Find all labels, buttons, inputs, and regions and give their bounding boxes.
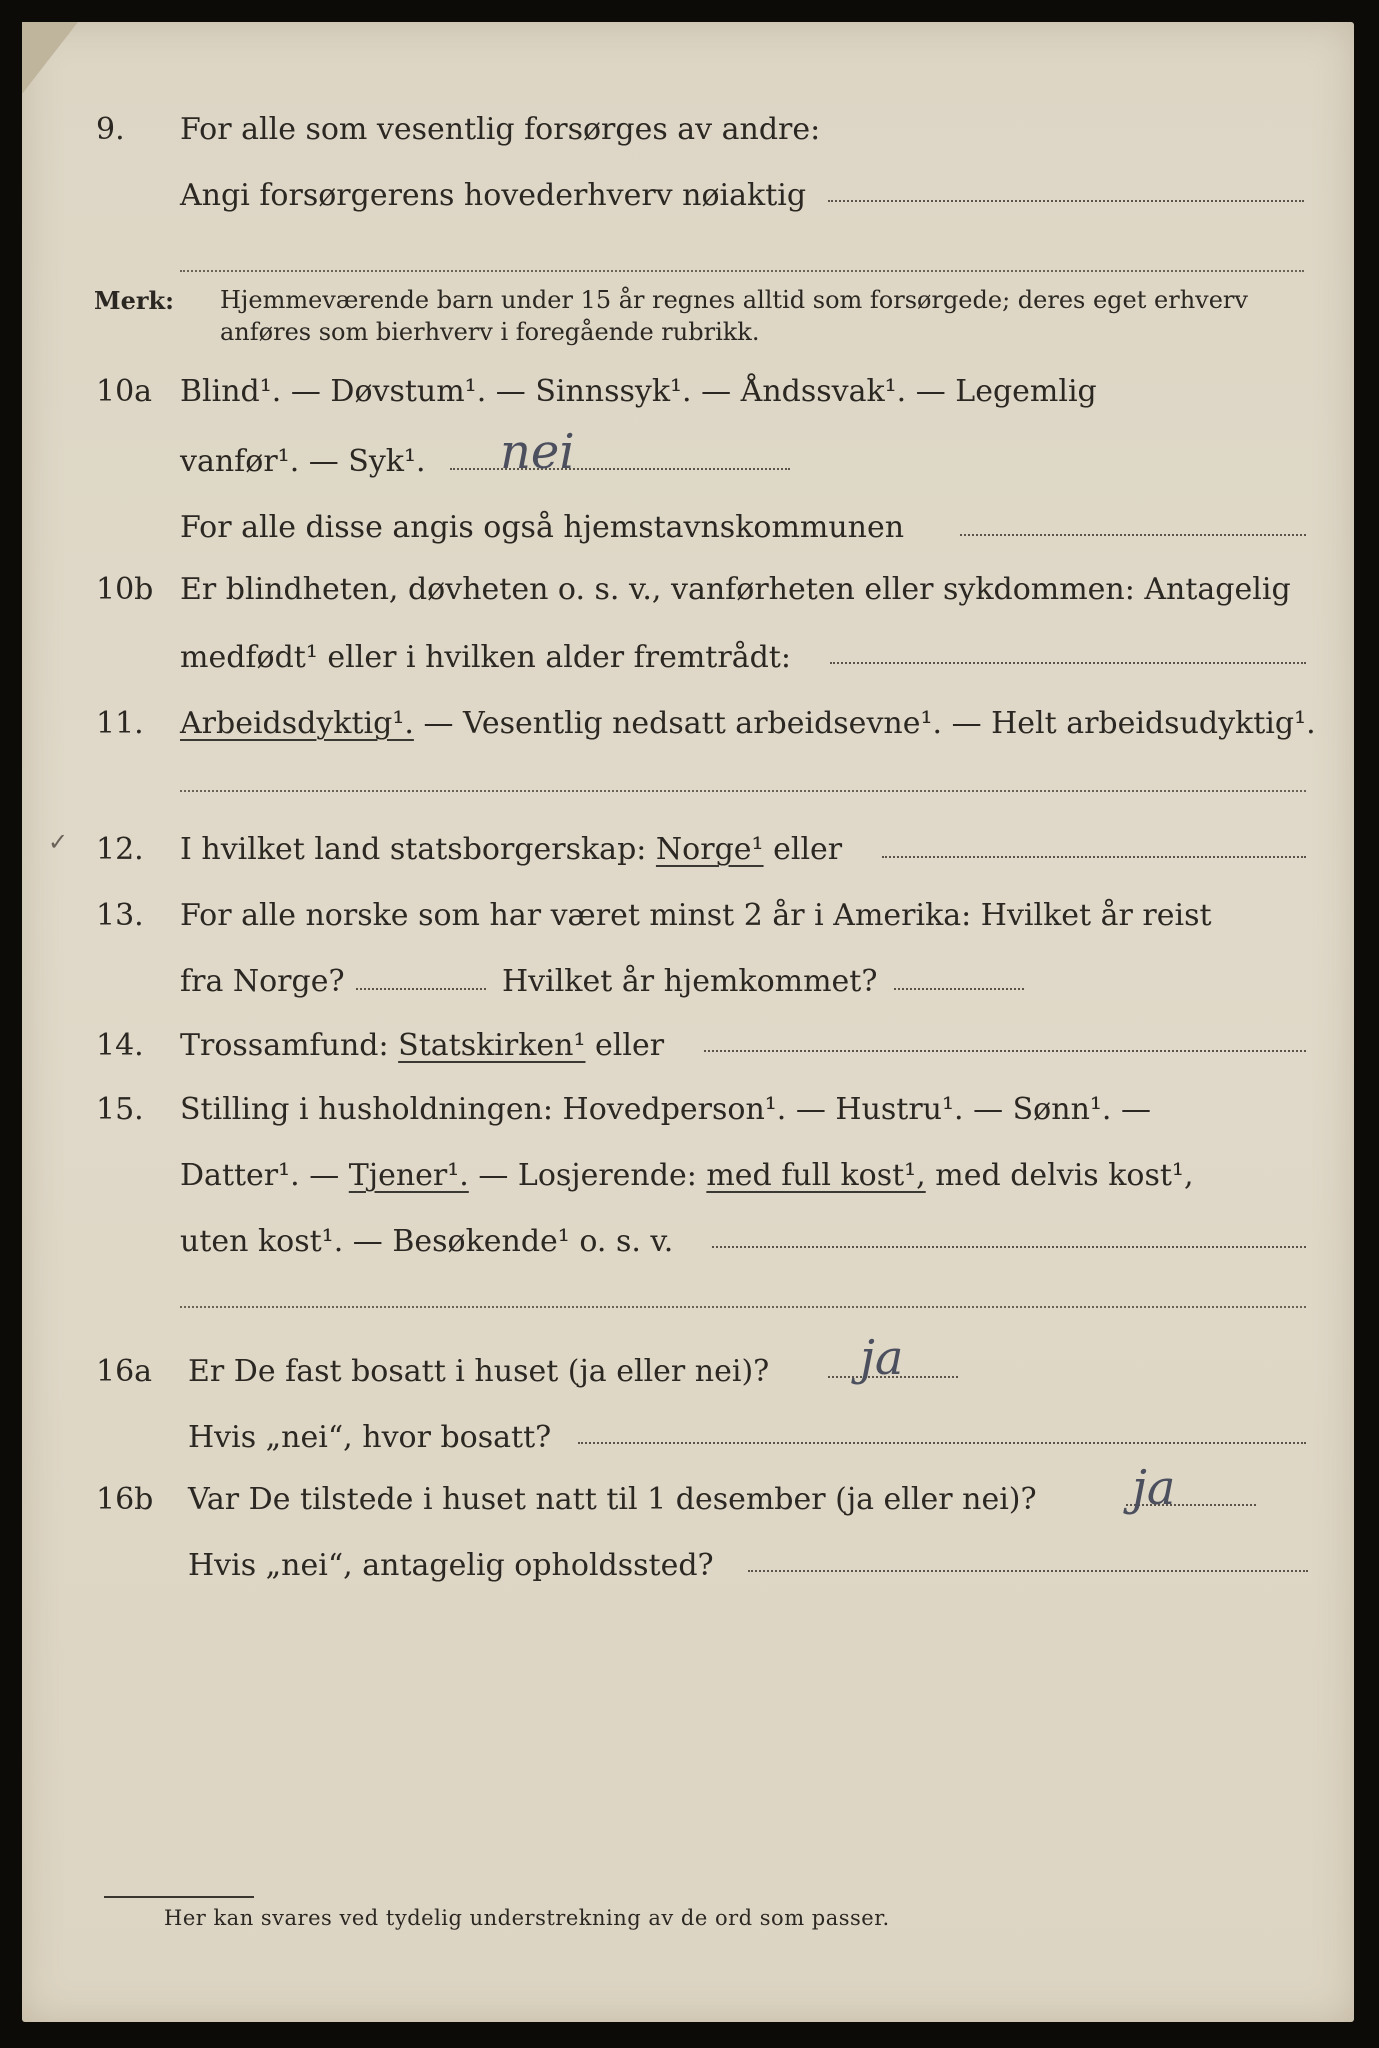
footnote-divider xyxy=(104,1896,254,1898)
q15-answer-field-2[interactable] xyxy=(180,1306,1306,1308)
q9-row xyxy=(0,110,1379,150)
q12-text xyxy=(180,830,842,870)
q14-answer-field[interactable] xyxy=(704,1050,1306,1052)
q16b-handwritten-answer: ja xyxy=(1132,1460,1176,1516)
q12-number: 12. xyxy=(96,832,144,867)
q10a-text-3: For alle disse angis også hjemstavnskommunen xyxy=(180,510,905,545)
q9-text-2: Angi forsørgerens hovederhverv nøiaktig xyxy=(180,178,807,213)
q11-options-rest: — Vesentlig nedsatt arbeidsevne¹. — Helt arbeidsudyktig¹. xyxy=(413,706,1316,741)
q12-question: I hvilket land statsborgerskap: xyxy=(180,832,656,867)
q16a-text-2: Hvis „nei“, hvor bosatt? xyxy=(188,1420,552,1455)
q16a-row-2 xyxy=(0,1418,1379,1458)
q11-text xyxy=(180,704,1316,744)
merk-text-1: Hjemmeværende barn under 15 år regnes alltid som forsørgede; deres eget erhverv xyxy=(220,286,1248,314)
q16a-handwritten-answer: ja xyxy=(860,1330,904,1386)
q16a-bosatt-field[interactable] xyxy=(578,1442,1306,1444)
q10a-number: 10a xyxy=(96,374,153,409)
q9-answer-field-2[interactable] xyxy=(180,270,1304,272)
q11-answer-field[interactable] xyxy=(180,790,1306,792)
q10b-text-2: medfødt¹ eller i hvilken alder fremtrådt: xyxy=(180,640,791,675)
hjemstavn-field[interactable] xyxy=(960,534,1306,536)
q16b-number: 16b xyxy=(96,1482,154,1517)
q12-option-norge[interactable]: Norge¹ xyxy=(655,832,764,867)
q15-datter: Datter¹. — xyxy=(180,1158,349,1193)
q10a-row xyxy=(0,372,1379,412)
q14-number: 14. xyxy=(96,1028,144,1063)
q12-eller: eller xyxy=(763,832,843,867)
q10a-row-2 xyxy=(0,442,1379,482)
q12-answer-field[interactable] xyxy=(882,856,1306,858)
q13-hjemkommet-field[interactable] xyxy=(894,988,1024,990)
q15-delvis-kost: med delvis kost¹, xyxy=(925,1158,1194,1193)
merk-label: Merk: xyxy=(94,286,174,315)
q16a-number: 16a xyxy=(96,1354,153,1389)
q13-row-2 xyxy=(0,962,1379,1002)
q15-number: 15. xyxy=(96,1092,144,1127)
folded-corner xyxy=(22,22,78,94)
q16a-text: Er De fast bosatt i huset (ja eller nei)? xyxy=(188,1354,770,1389)
q13-hjemkommet-label: Hvilket år hjemkommet? xyxy=(502,964,878,999)
q16b-text: Var De tilstede i huset natt til 1 desember (ja eller nei)? xyxy=(188,1482,1037,1517)
q10b-row-2 xyxy=(0,638,1379,678)
q14-question: Trossamfund: xyxy=(180,1028,399,1063)
q15-answer-field[interactable] xyxy=(712,1246,1306,1248)
merk-text xyxy=(220,284,1248,348)
q10a-text: Blind¹. — Døvstum¹. — Sinnssyk¹. — Åndssvak¹. — Legemlig xyxy=(180,374,1097,409)
q15-text-3: uten kost¹. — Besøkende¹ o. s. v. xyxy=(180,1224,674,1259)
q14-text xyxy=(180,1026,664,1066)
q9-row-2 xyxy=(0,176,1379,216)
q11-number: 11. xyxy=(96,706,144,741)
q9-text: For alle som vesentlig forsørges av andre: xyxy=(180,112,821,147)
q12-row xyxy=(0,830,1379,870)
checkmark-icon: ✓ xyxy=(48,828,69,856)
q16b-row-2 xyxy=(0,1546,1379,1586)
q13-reist-field[interactable] xyxy=(356,988,486,990)
q16a-row xyxy=(0,1352,1379,1392)
q11-row xyxy=(0,704,1379,744)
q10a-text-2: vanfør¹. — Syk¹. xyxy=(180,444,426,479)
q16b-opholdssted-field[interactable] xyxy=(748,1570,1308,1572)
q14-row xyxy=(0,1026,1379,1066)
q10a-handwritten-answer: nei xyxy=(500,424,575,480)
q15-losjerende: — Losjerende: xyxy=(468,1158,707,1193)
q10a-row-3 xyxy=(0,508,1379,548)
q15-row xyxy=(0,1090,1379,1130)
q9-answer-field[interactable] xyxy=(828,200,1304,202)
q14-eller: eller xyxy=(585,1028,665,1063)
q15-text-2 xyxy=(180,1156,1193,1196)
q15-option-tjener[interactable]: Tjener¹. xyxy=(348,1158,469,1193)
q13-number: 13. xyxy=(96,898,144,933)
q10b-number: 10b xyxy=(96,572,154,607)
q15-text: Stilling i husholdningen: Hovedperson¹. — Hustru¹. — Sønn¹. — xyxy=(180,1092,1151,1127)
q11-option-arbeidsdyktig[interactable]: Arbeidsdyktig¹. xyxy=(180,706,414,741)
q10b-text: Er blindheten, døvheten o. s. v., vanførheten eller sykdommen: Antagelig xyxy=(180,572,1291,607)
q14-option-statskirken[interactable]: Statskirken¹ xyxy=(398,1028,586,1063)
q13-row xyxy=(0,896,1379,936)
q13-text: For alle norske som har været minst 2 år i Amerika: Hvilket år reist xyxy=(180,898,1212,933)
q10b-row xyxy=(0,570,1379,610)
q16b-text-2: Hvis „nei“, antagelig opholdssted? xyxy=(188,1548,714,1583)
q15-row-3 xyxy=(0,1222,1379,1262)
footnote: Her kan svares ved tydelig understrekning av de ord som passer. xyxy=(164,1906,890,1930)
q15-row-2 xyxy=(0,1156,1379,1196)
q10b-answer-field[interactable] xyxy=(830,662,1306,664)
q13-reist-label: fra Norge? xyxy=(180,964,345,999)
q15-option-full-kost[interactable]: med full kost¹, xyxy=(706,1158,926,1193)
q9-number: 9. xyxy=(96,112,125,147)
merk-text-2: anføres som bierhverv i foregående rubrikk. xyxy=(220,318,760,346)
